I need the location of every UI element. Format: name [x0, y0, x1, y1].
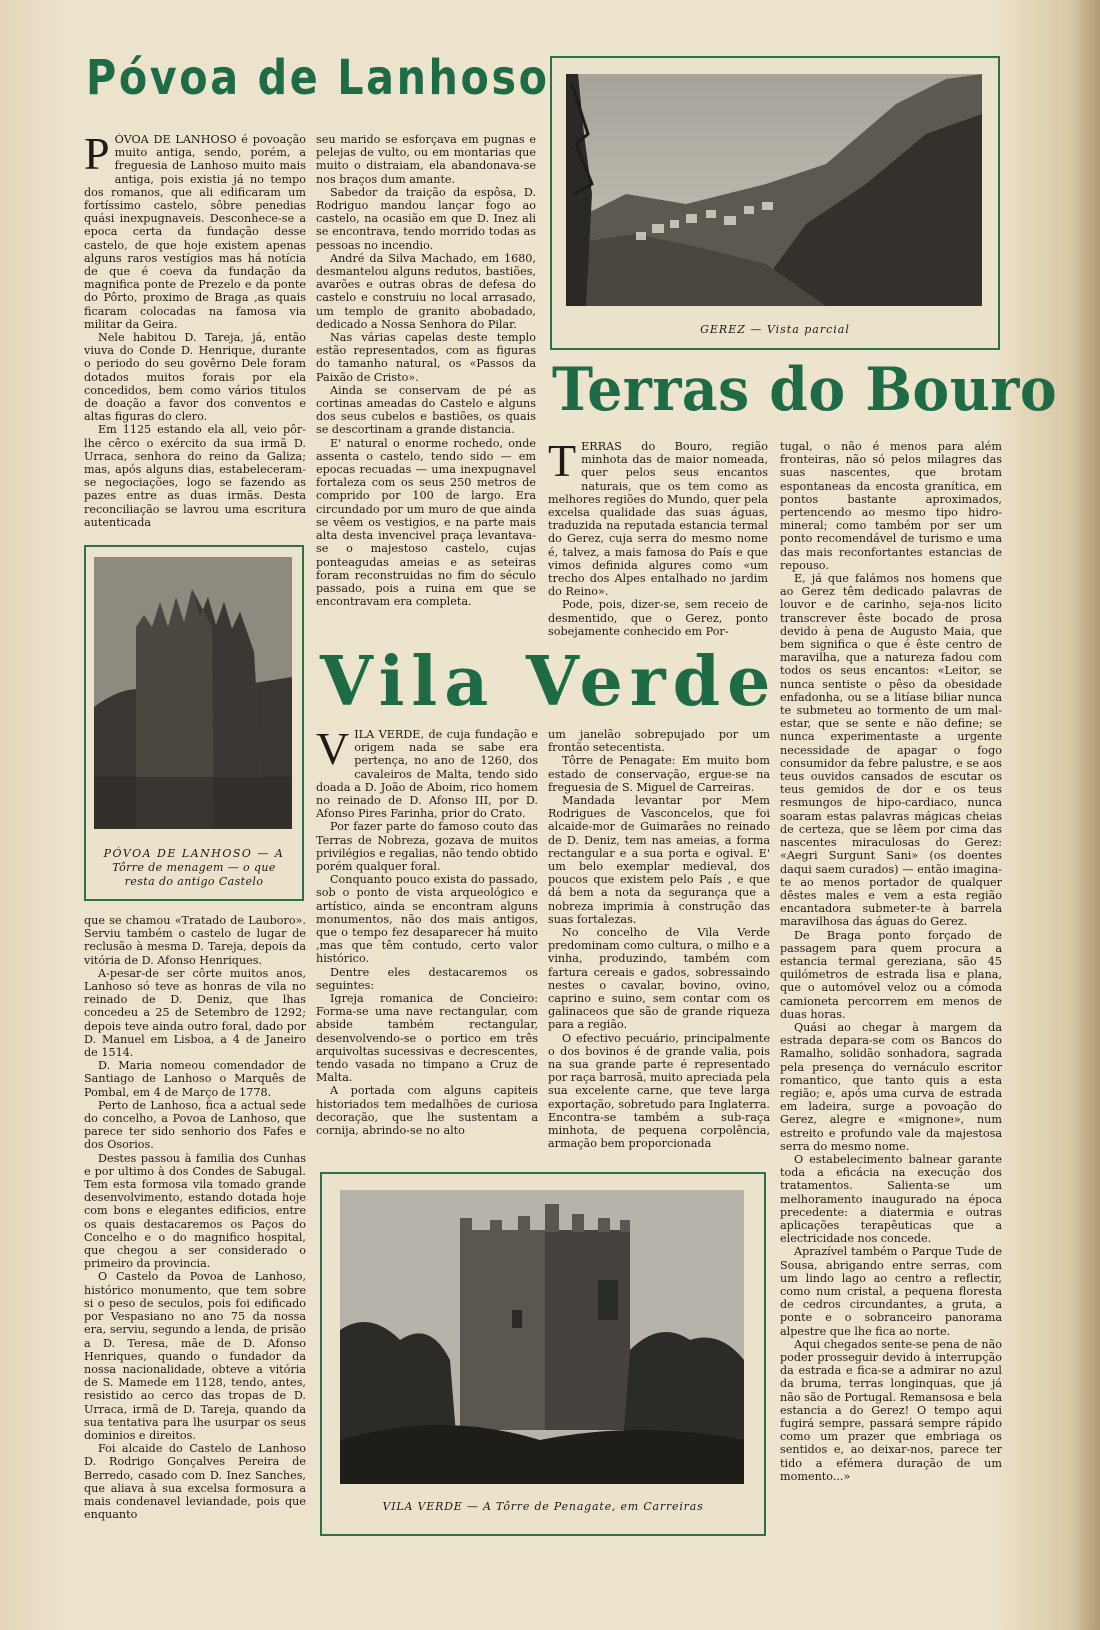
- terras-column-2: [780, 440, 1002, 1544]
- paragraph: O efectivo pecuário, principalmente o dos bovinos é de grande valia, pois na sua grande parte é representado por raça barrosã, muito apreciada pela sua excelente carne, que teve larga exportação, sobretudo para Inglaterra. Encontra-se também a sub-raça minhota, de pequena corpolência, armação bem proporcionada: [548, 1031, 770, 1151]
- gerez-landscape-illustration: [566, 74, 982, 306]
- paragraph: Aqui chegados sente-se pena de não poder prosseguir devido à interrupção da estrada e fica-se a admirar no azul da bruma, terras longinquas, que já não são de Portugal. Remansosa e bela estancia a do Gerez! O tempo aqui fugirá sempre, passará sempre rápido como um prazer que embriaga os sentidos e, ao deixar-nos, parece ter tido a efémera duração de um momento...»: [780, 1337, 1002, 1483]
- terras-dropcap: T: [548, 440, 577, 486]
- paragraph: Nas várias capelas deste templo estão representados, com as figuras do tamanho natural, os «Passos da Paixão de Cristo».: [316, 331, 536, 384]
- paragraph: Sabedor da traição da espôsa, D. Rodriguo mandou lançar fogo ao castelo, na ocasião em que D. Inez ali se encontrava, tendo morrido todas as pessoas no incendio.: [316, 185, 536, 252]
- paragraph: A portada com alguns capiteis historiados tem medalhões de curiosa decoração, que lhe sustentam a cornija, abrindo-se no alto: [316, 1084, 538, 1138]
- paragraph: Perto de Lanhoso, fica a actual sede do concelho, a Povoa de Lanhoso, que parece ter sido senhorio dos Fafes e dos Osorios.: [84, 1098, 306, 1152]
- paragraph: Conquanto pouco exista do passado, sob o ponto de vista arqueológico e artístico, ainda se encontram alguns monumentos, não dos mais antigos, que o tempo fez desaparecer há muito ,mas que têm contudo, certo valor histórico.: [316, 873, 538, 966]
- paragraph: Aprazível também o Parque Tude de Sousa, abrigando entre serras, com um lindo lago ao centro a reflectir, como num cristal, a pequena floresta de cedros circundantes, a gruta, a ponte e o sobranceiro panorama alpestre que lhe fica ao norte.: [780, 1245, 1002, 1338]
- paragraph: O estabelecimento balnear garante toda a eficácia na execução dos tratamentos. Salienta-se um melhoramento inaugurado na época precedente: a diatermia e outras aplicações terapêuticas que a electricidade nos concede.: [780, 1152, 1002, 1246]
- paragraph: No concelho de Vila Verde predominam como cultura, o milho e a vinha, produzindo, também com fartura cereais e gados, sobressaindo nestes o cavalar, bovino, ovino, caprino e suino, sem contar com os galinaceos que são de grande riqueza para a região.: [548, 926, 770, 1032]
- vila-photo-frame: [320, 1172, 766, 1536]
- paragraph: ILA VERDE, de cuja fundação e origem nada se sabe era pertença, no ano de 1260, dos cavaleiros de Malta, tendo sido doada a D. João de Aboim, rico homem no reinado de D. Afonso III, por D. Afonso Pires Farinha, prior do Crato.: [316, 728, 538, 821]
- paragraph: Igreja romanica de Concieiro: Forma-se uma nave rectangular, com abside também rectangular, desenvolvendo-se o portico em três arquivoltas sucessivas e decrescentes, tendo vasada no timpano a Cruz de Malta.: [316, 992, 538, 1085]
- paragraph: Foi alcaide do Castelo de Lanhoso D. Rodrigo Gonçalves Pereira de Berredo, casado com D. Inez Sanches, que aliava à sua excelsa formosura a mais condenavel leviandade, pois que enquanto: [84, 1442, 306, 1522]
- povoa-photo-frame: [84, 545, 304, 901]
- paragraph: Ainda se conservam de pé as cortinas ameadas do Castelo e alguns dos seus cubelos e bastiões, os quais se descortinam a grande distancia.: [316, 383, 536, 437]
- paragraph: Dentre eles destacaremos os seguintes:: [316, 965, 538, 992]
- caption-place: PÓVOA DE LANHOSO — A: [103, 847, 285, 860]
- terras-column-1: [548, 440, 768, 646]
- vila-column-2: [548, 728, 770, 1158]
- vila-column-1: [316, 728, 538, 1158]
- paragraph: Nele habitou D. Tareja, já, então viuva do Conde D. Henrique, durante o periodo do seu govêrno Dele foram dotados muitos forais por ela concedidos, bem como vários titulos de doação a favor dos conventos e altas figuras do clero.: [84, 331, 306, 424]
- paragraph: André da Silva Machado, em 1680, desmantelou alguns redutos, bastiões, avarões e outras obras de defesa do castelo e construiu no local arrasado, um templo de granito abobadado, dedicado a Nossa Senhora do Pilar.: [316, 251, 536, 331]
- povoa-column-1-bottom: [84, 914, 306, 1576]
- headline-terras-do-bouro: Terras do Bouro: [552, 355, 1058, 425]
- paragraph: E' natural o enorme rochedo, onde assenta o castelo, tendo sido — em epocas recuadas — uma inexpugnavel fortaleza com os seus 250 metros de comprido por 100 de largo. Era circundado por um muro de que ainda se vêem os vestigios, e na parte mais alta desta invencivel praça levantava-se o majestoso castelo, cujas ponteagudas ameias e as seteiras foram reconstruidas no fim do século passado, pois a ruina em que se encontravam era completa.: [316, 436, 536, 609]
- penagate-tower-photo: [340, 1190, 744, 1484]
- paragraph: ERRAS do Bouro, região minhota das de maior nomeada, quer pelos seus encantos naturais, que os tem como as melhores regiões do Mundo, quer pela excelsa qualidade das suas águas, traduzida na reputada estancia termal do Gerez, cuja serra do mesmo nome é, talvez, a mais famosa do País e que vimos definida algures como «um trecho dos Alpes entalhado no jardim do Reino».: [548, 440, 768, 599]
- paragraph: Em 1125 estando ela all, veio pôr-lhe cêrco o exército da sua irmã D. Urraca, senhora do reino da Galiza; mas, após alguns dias, estabeleceram-se negociações, logo se fazendo as pazes entre as duas irmãs. Desta reconciliação se lavrou uma escritura autenticada: [84, 423, 306, 529]
- caption-text: Tôrre de menagem — o que resta do antigo Castelo: [112, 861, 276, 888]
- paragraph: E, já que falámos nos homens que ao Gerez têm dedicado palavras de louvor e de carinho, seja-nos licito transcrever êste bocado de prosa devido à pena de Augusto Maia, que bem significa o que é êste centro de maravilha, que a natureza fadou com todos os seus encantos: «Leitor, se nunca sentiste o pêso da obesidade enfadonha, ou se a litíase biliar nunca te submeteu ao tormento de um mal-estar, que se sente e não define; se nunca experimentaste a urgente necessidade de apagar o fogo consumidor da febre palustre, e se aos teus ouvidos cansados de escutar os teus gemidos de dor e os teus resmungos de hipo-cardiaco, nunca soaram estas palavras mágicas cheias de certeza, que se lêem por cima das nascentes miraculosas do Gerez: «Aegri Surgunt Sani» (os doentes daqui saem curados) — então imagina-te ao menos portador de qualquer dêstes males e vem a esta região encantadora submeter-te à barrela maravilhosa das águas do Gerez.: [780, 572, 1002, 929]
- povoa-dropcap: P: [84, 133, 110, 179]
- paragraph: tugal, o não é menos para além fronteiras, não só pelos milagres das suas nascentes, que brotam espontaneas da encosta granítica, em pontos bastante aproximados, pertencendo ao mesmo tipo hidro-mineral; como também por ser um ponto recomendável de turismo e uma das mais reconfortantes estancias de repouso.: [780, 440, 1002, 572]
- paragraph: Tôrre de Penagate: Em muito bom estado de conservação, ergue-se na freguesia de S. Miguel de Carreiras.: [548, 754, 770, 794]
- paragraph: A-pesar-de ser côrte muitos anos, Lanhoso só teve as honras de vila no reinado de D. Deniz, que lhas concedeu a 25 de Setembro de 1292; depois teve ainda outro foral, dado por D. Manuel em Lisboa, a 4 de Janeiro de 1514.: [84, 966, 306, 1060]
- povoa-column-1-top: [84, 133, 306, 531]
- paragraph: Pode, pois, dizer-se, sem receio de desmentido, que o Gerez, ponto sobejamente conhecido em Por-: [548, 598, 768, 638]
- vila-photo-caption: VILA VERDE — A Tôrre de Penagate, em Carreiras: [382, 1500, 704, 1513]
- povoa-castle-photo: [94, 557, 292, 829]
- gerez-photo-frame: [550, 56, 1000, 350]
- headline-povoa-de-lanhoso: Póvoa de Lanhoso: [86, 50, 550, 106]
- paragraph: ÓVOA DE LANHOSO é povoação muito antiga, sendo, porém, a freguesia de Lanhoso muito mais antiga, pois existia já no tempo dos romanos, que ali edificaram um fortíssimo castelo, sôbre penedias quási inexpugnaveis. Desconhece-se a epoca certa da fundação desse castelo, de que hoje existem apenas alguns raros vestígios mas há notícia de que é coeva da fundação da magnifica ponte de Prezelo e da ponte do Pôrto, proximo de Braga ,as quais ficaram colocadas na famosa via militar da Geira.: [84, 133, 306, 331]
- paragraph: O Castelo da Povoa de Lanhoso, histórico monumento, que tem sobre si o peso de seculos, pois foi edificado por Vespasiano no ano 75 da nossa era, serviu, segundo a lenda, de prisão a D. Teresa, mãe de D. Afonso Henriques, quando o fundador da nossa nacionalidade, obteve a vitória de S. Mamede em 1128, tendo, antes, resistido ao cerco das tropas de D. Urraca, irmã de D. Tareja, quando da sua tentativa para lhe usurpar os seus dominios e direitos.: [84, 1270, 306, 1442]
- page-edge-shadow: [1072, 0, 1100, 1630]
- tower-illustration: [340, 1190, 744, 1484]
- paragraph: que se chamou «Tratado de Lauboro». Serviu também o castelo de lugar de reclusão à mesma D. Tareja, depois da vitória de D. Afonso Henriques.: [84, 914, 306, 967]
- paragraph: De Braga ponto forçado de passagem para quem procura a estancia termal gereziana, são 45 quilómetros de estrada lisa e plana, que o automóvel veloz ou a cómoda camioneta percorrem em menos de duas horas.: [780, 928, 1002, 1021]
- paragraph: Quási ao chegar à margem da estrada depara-se com os Bancos do Ramalho, solidão sonhadora, sagrada pela presença do vernáculo escritor romantico, que tanto quis a esta região; e, após uma curva de estrada em ladeira, surge a povoação do Gerez, alegre e «mignone», num estreito e profundo vale da majestosa serra do mesmo nome.: [780, 1020, 1002, 1153]
- castle-keep-illustration: [94, 557, 292, 829]
- vila-dropcap: V: [316, 728, 350, 774]
- gerez-photo-caption: GEREZ — Vista parcial: [700, 323, 850, 336]
- headline-vila-verde: Vila Verde: [320, 642, 778, 722]
- paragraph: um janelão sobrepujado por um frontão setecentista.: [548, 728, 770, 755]
- povoa-photo-caption: [96, 847, 292, 889]
- povoa-column-2: [316, 133, 536, 645]
- paragraph: Por fazer parte do famoso couto das Terras de Nobreza, gozava de muitos privilégios e regalias, não tendo obtido porém qualquer foral.: [316, 820, 538, 874]
- gerez-valley-photo: [566, 74, 982, 306]
- paragraph: seu marido se esforçava em pugnas e pelejas de vulto, ou em montarias que muito o distraiam, ela abandonava-se nos braços dum amante.: [316, 133, 536, 186]
- paragraph: Mandada levantar por Mem Rodrigues de Vasconcelos, que foi alcaide-mor de Guimarães no reinado de D. Deniz, tem nas ameias, a forma rectangular e a sua porta e ogival. E' um belo exemplar medieval, dos poucos que existem pelo País , e que dá bem a nota da segurança que a nobreza imprimia à construção das suas fortalezas.: [548, 794, 770, 926]
- paragraph: D. Maria nomeou comendador de Santiago de Lanhoso o Marquês de Pombal, em 4 de Março de 1778.: [84, 1059, 306, 1099]
- paragraph: Destes passou à familia dos Cunhas e por ultimo à dos Condes de Sabugal. Tem esta formosa vila tomado grande desenvolvimento, estando dotada hoje com bons e elegantes edificios, entre os quais destacaremos os Paços do Concelho e o do magnifico hospital, que chegou a ser considerado o primeiro da provincia.: [84, 1151, 306, 1271]
